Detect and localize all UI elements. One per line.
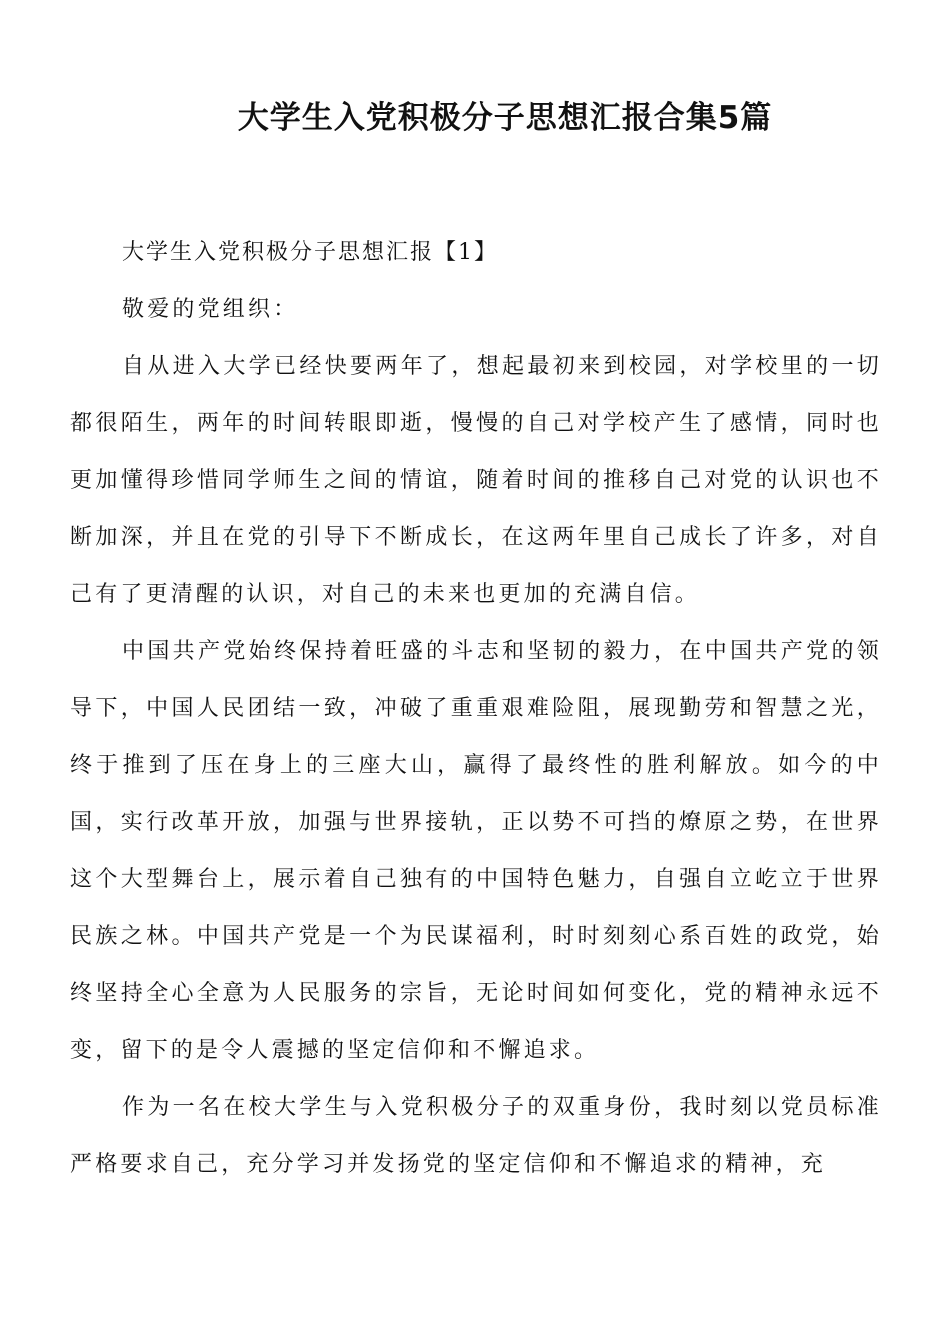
body-paragraph: 中国共产党始终保持着旺盛的斗志和坚韧的毅力，在中国共产党的领导下，中国人民团结一致，冲破了重重艰难险阻，展现勤劳和智慧之光，终于推到了压在身上的三座大山，赢得了最终性的胜利解放。如今的中国，实行改革开放，加强与世界接轨，正以势不可挡的燎原之势，在世界这个大型舞台上，展示着自己独有的中国特色魅力，自强自立屹立于世界民族之林。中国共产党是一个为民谋福利，时时刻刻心系百姓的政党，始终坚持全心全意为人民服务的宗旨，无论时间如何变化，党的精神永远不变，留下的是令人震撼的坚定信仰和不懈追求。 <box>70 639 882 1063</box>
body-paragraph: 自从进入大学已经快要两年了，想起最初来到校园，对学校里的一切都很陌生，两年的时间转眼即逝，慢慢的自己对学校产生了感情，同时也更加懂得珍惜同学师生之间的情谊，随着时间的推移自己对党的认识也不断加深，并且在党的引导下不断成长，在这两年里自己成长了许多，对自己有了更清醒的认识，对自己的未来也更加的充满自信。 <box>70 354 882 607</box>
document-title: 大学生入党积极分子思想汇报合集5篇 <box>237 100 773 136</box>
salutation: 敬爱的党组织： <box>122 297 299 322</box>
document-body <box>70 224 882 1193</box>
section-heading: 大学生入党积极分子思想汇报【1】 <box>122 240 498 265</box>
body-paragraph: 作为一名在校大学生与入党积极分子的双重身份，我时刻以党员标准严格要求自己，充分学习并发扬党的坚定信仰和不懈追求的精神，充 <box>70 1095 882 1177</box>
